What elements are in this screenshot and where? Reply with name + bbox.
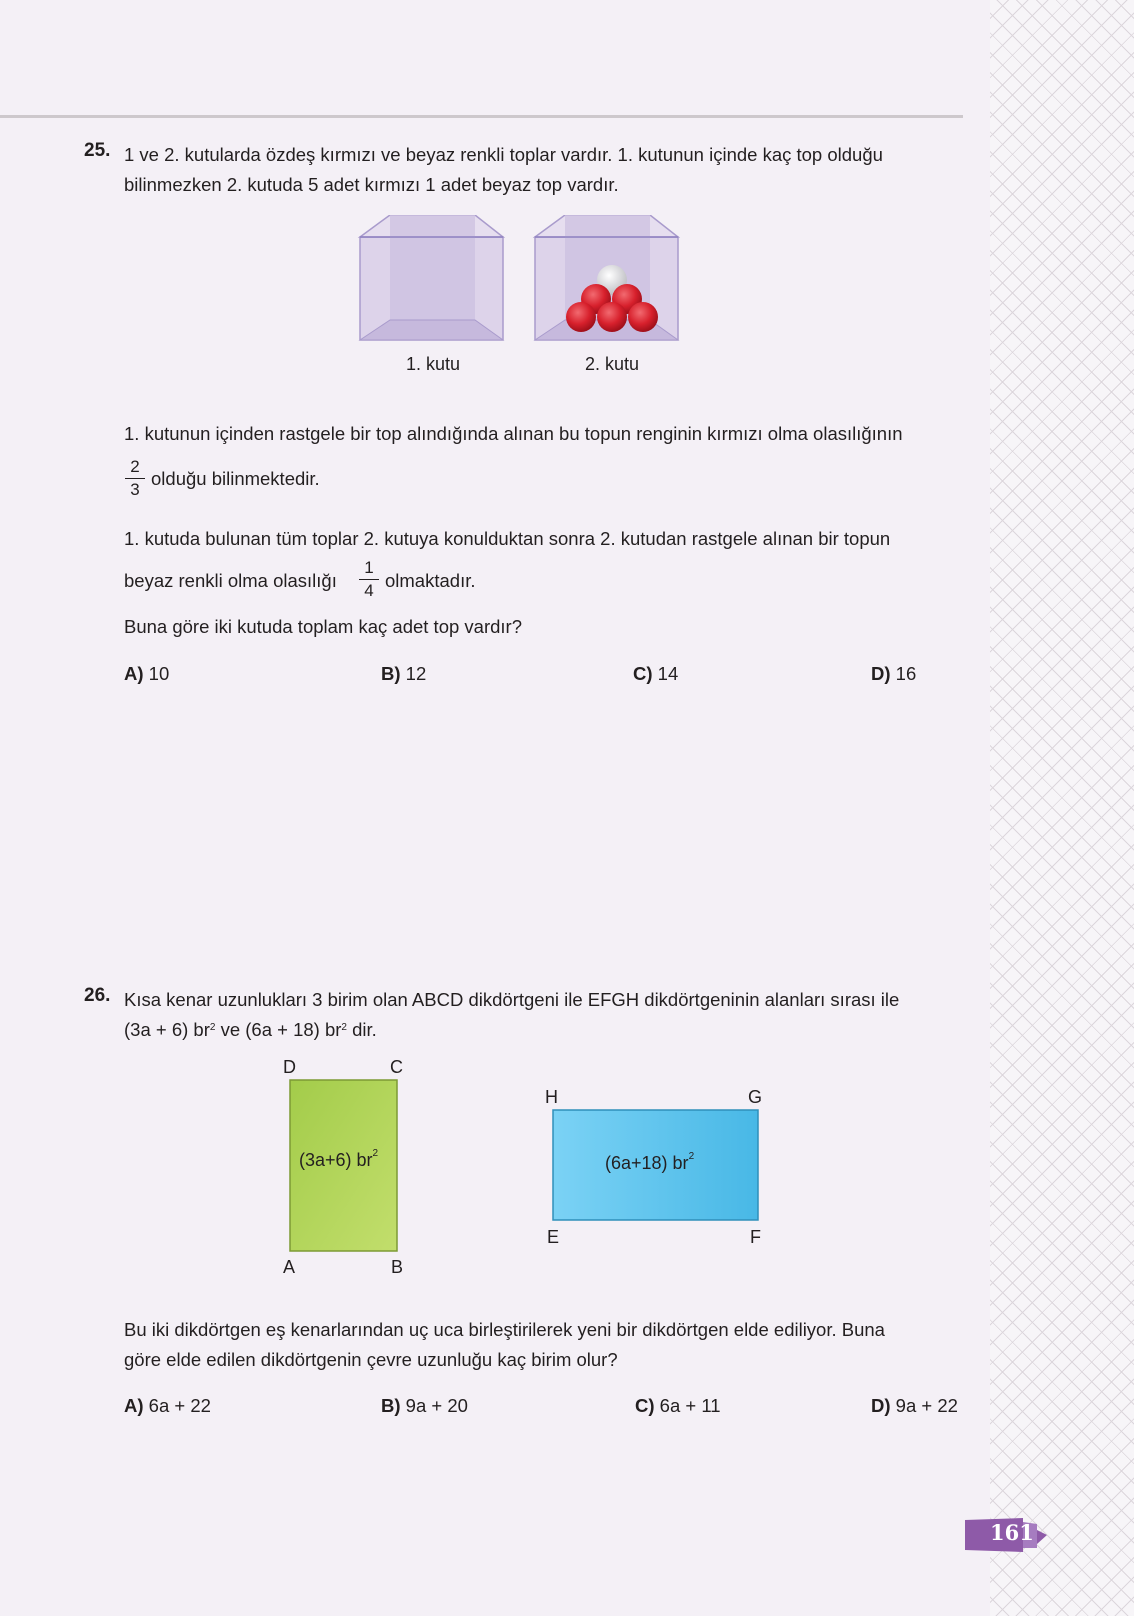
red-ball <box>597 302 627 332</box>
q25-option-d[interactable]: D) 16 <box>871 663 917 684</box>
page-number: 161 <box>990 1520 1034 1545</box>
margin-pattern <box>990 0 1134 1616</box>
red-ball <box>566 302 596 332</box>
q25-p1-line1: 1. kutunun içinden rastgele bir top alındığında alınan bu topun renginin kırmızı olma olasılığının <box>124 423 903 444</box>
q25-p2-line2-post: olmaktadır. <box>385 570 476 591</box>
box-2-label: 2. kutu <box>585 354 640 374</box>
top-rule <box>0 115 963 118</box>
rect2-area-label: (6a+18) $br^2$ <box>605 1151 695 1173</box>
q25-question: Buna göre iki kutuda toplam kaç adet top vardır? <box>124 616 522 637</box>
question-number-25: 25. <box>84 140 111 161</box>
box-1-label: 1. kutu <box>406 354 461 374</box>
q26-option-a[interactable]: A) 6a + 22 <box>124 1395 211 1416</box>
question-number-26: 26. <box>84 985 111 1006</box>
q26-option-c[interactable]: C) 6a + 11 <box>635 1395 721 1416</box>
vertex-b: B <box>391 1257 404 1277</box>
frac1-denominator: 3 <box>130 480 140 499</box>
box-1 <box>360 215 503 340</box>
fraction-two-thirds <box>125 457 145 500</box>
vertex-e: E <box>547 1227 560 1247</box>
frac2-denominator: 4 <box>364 581 374 600</box>
fraction-one-quarter <box>359 558 379 601</box>
q25-option-a[interactable]: A) 10 <box>124 663 170 684</box>
q25-intro-line2: bilinmezken 2. kutuda 5 adet kırmızı 1 adet beyaz top vardır. <box>124 174 619 195</box>
q25-p2-line1: 1. kutuda bulunan tüm toplar 2. kutuya konulduktan sonra 2. kutudan rastgele alınan bir topun <box>124 528 891 549</box>
q25-p1-line2: olduğu bilinmektedir. <box>151 468 320 489</box>
boxes-figure <box>355 215 695 355</box>
q26-option-b[interactable]: B) 9a + 20 <box>381 1395 468 1416</box>
vertex-g: G <box>748 1087 763 1107</box>
q26-p1-line2: göre elde edilen dikdörtgenin çevre uzunluğu kaç birim olur? <box>124 1349 618 1370</box>
frac2-numerator: 1 <box>364 558 374 577</box>
q25-p2-line2-pre: beyaz renkli olma olasılığı <box>124 570 337 591</box>
vertex-h: H <box>545 1087 558 1107</box>
vertex-a: A <box>283 1257 296 1277</box>
q26-p1-line1: Bu iki dikdörtgen eş kenarlarından uç uca birleştirilerek yeni bir dikdörtgen elde ediliyor. Buna <box>124 1319 885 1340</box>
q25-option-c[interactable]: C) 14 <box>633 663 679 684</box>
vertex-c: C <box>390 1057 403 1077</box>
box-2 <box>535 215 678 340</box>
rect1-area-label: (3a+6) $br^2$ <box>299 1148 379 1170</box>
q26-intro-line2: (3a + 6) $br^2$ ve (6a + 18) $br^2$ dir. <box>124 1019 377 1040</box>
q25-option-b[interactable]: B) 12 <box>381 663 427 684</box>
frac1-numerator: 2 <box>130 457 140 476</box>
red-ball <box>628 302 658 332</box>
q26-intro-line1: Kısa kenar uzunlukları 3 birim olan ABCD dikdörtgeni ile EFGH dikdörtgeninin alanları sırası ile <box>124 989 900 1010</box>
q26-option-d[interactable]: D) 9a + 22 <box>871 1395 958 1416</box>
vertex-f: F <box>750 1227 761 1247</box>
vertex-d: D <box>283 1057 296 1077</box>
q25-intro-line1: 1 ve 2. kutularda özdeş kırmızı ve beyaz renkli toplar vardır. 1. kutunun içinde kaç top olduğu <box>124 144 883 165</box>
